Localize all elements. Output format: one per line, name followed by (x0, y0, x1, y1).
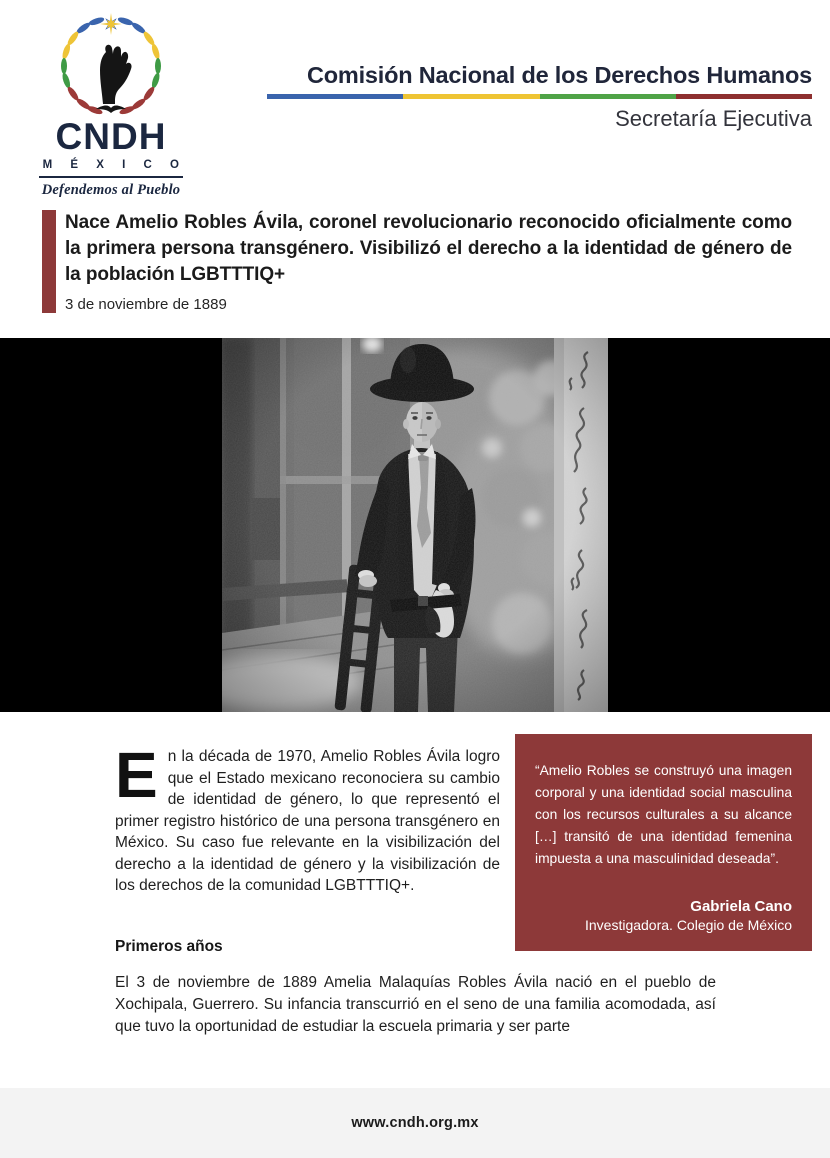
cndh-logo (35, 8, 187, 199)
intro-text: n la década de 1970, Amelio Robles Ávila logro que el Estado mexicano reconociera su cambio de identidad de género, lo que representó el primer registro histórico de una persona transgénero en México. Su caso fue relevante en la visibilización del derecho a la identidad de género y la visibilización de los derechos de la comunidad LGBTTTIQ+. (115, 748, 500, 894)
header-titles (252, 62, 812, 132)
color-stripe (267, 94, 812, 99)
headline-date: 3 de noviembre de 1889 (65, 296, 227, 313)
section-heading: Primeros años (115, 938, 223, 955)
quote-author: Gabriela Cano (690, 898, 792, 915)
stripe-yellow (403, 94, 539, 99)
footer-url: www.cndh.org.mx (351, 1115, 479, 1131)
stripe-blue (267, 94, 403, 99)
headline-block (42, 210, 792, 313)
cndh-emblem-icon (35, 8, 187, 116)
logo-slogan: Defendemos al Pueblo (41, 182, 181, 198)
quote-role: Investigadora. Colegio de México (584, 917, 792, 933)
hand-icon (100, 45, 132, 104)
headline-accent-bar (42, 210, 56, 313)
quote-card (515, 734, 812, 951)
department-name: Secretaría Ejecutiva (615, 106, 812, 131)
headline-body (65, 210, 792, 313)
org-name: Comisión Nacional de los Derechos Humanos (306, 62, 812, 88)
wreath-left (61, 16, 105, 116)
logo-acronym: CNDH (55, 116, 167, 157)
logo-country: M É X I C O (42, 159, 187, 171)
headline-title: Nace Amelio Robles Ávila, coronel revolucionario reconocido oficialmente como la primera persona transgénero. Visibilizó el derecho a la identidad de género de la población LGBTTTIQ+ (65, 212, 792, 285)
historic-photo (222, 338, 608, 712)
drop-cap: E (115, 739, 158, 811)
logo-rule (39, 176, 183, 178)
quote-text: “Amelio Robles se construyó una imagen corporal y una identidad social masculina con los recursos culturales a su alcance […] transitó de una identidad femenina impuesta a una masculinidad deseada”. (535, 763, 792, 866)
footer (0, 1088, 830, 1158)
intro-paragraph (115, 739, 500, 897)
stripe-green (540, 94, 676, 99)
body-paragraph: El 3 de noviembre de 1889 Amelia Malaquías Robles Ávila nació en el pueblo de Xochipala, Guerrero. Su infancia transcurrió en el seno de una familia acomodada, así que tuvo la oportunidad de estudiar la escuela primaria y ser parte (115, 974, 716, 1035)
stripe-red (676, 94, 812, 99)
photo-band (0, 338, 830, 712)
